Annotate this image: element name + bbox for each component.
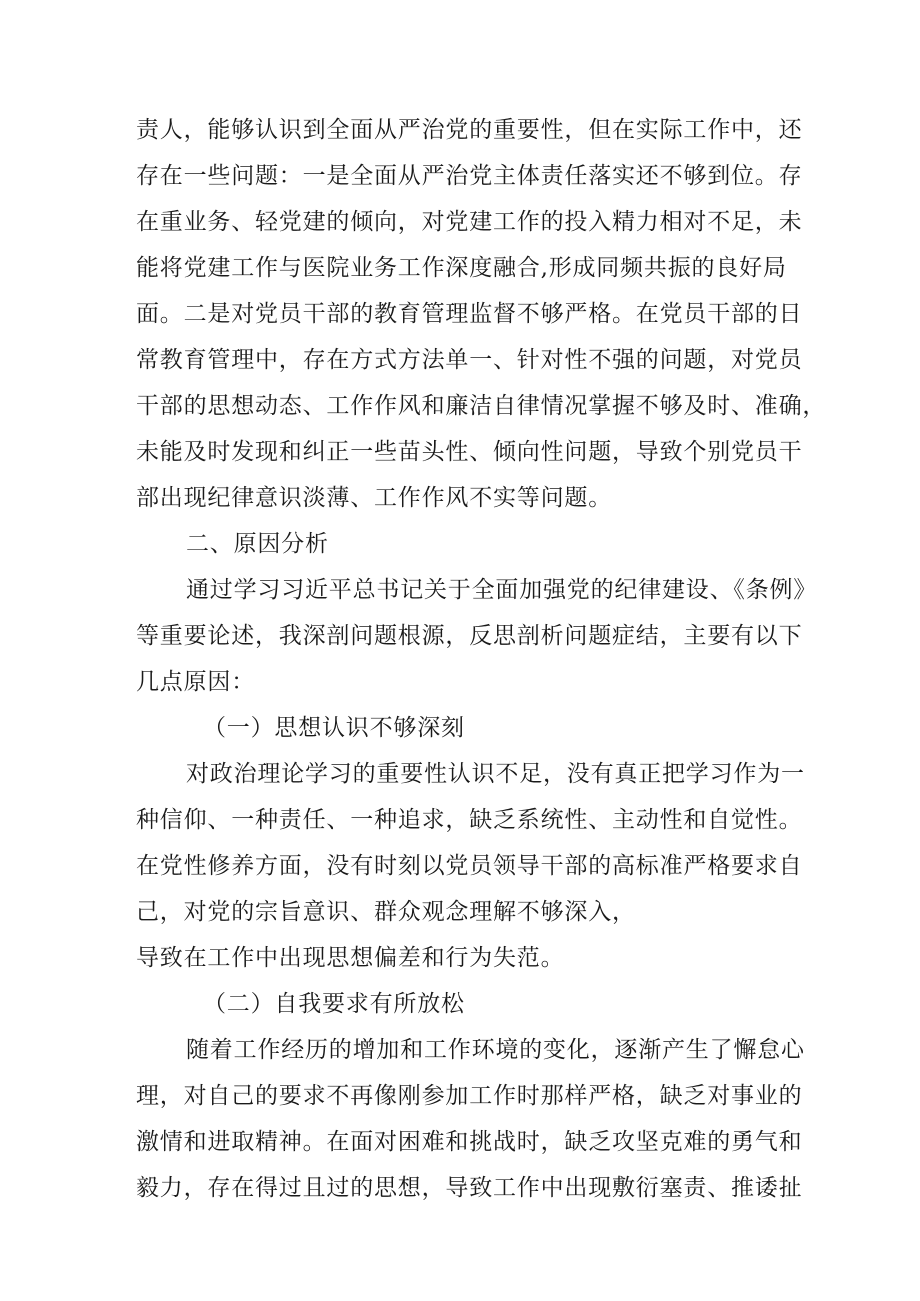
paragraph-line: 干部的思想动态、工作作风和廉洁自律情况掌握不够及时、准确， <box>136 393 827 419</box>
paragraph-line: 对政治理论学习的重要性认识不足，没有真正把学习作为一 <box>186 761 805 787</box>
paragraph-line: 部出现纪律意识淡薄、工作作风不实等问题。 <box>136 485 612 511</box>
paragraph-line: 通过学习习近平总书记关于全面加强党的纪律建设、《条例》 <box>186 577 818 603</box>
section-heading: 二、原因分析 <box>186 531 329 557</box>
paragraph-line: 毅力，存在得过且过的思想，导致工作中出现敷衍塞责、推诿扯 <box>136 1175 803 1201</box>
paragraph-line: 己，对党的宗旨意识、群众观念理解不够深入， <box>136 899 636 925</box>
paragraph-line: 未能及时发现和纠正一些苗头性、倾向性问题，导致个别党员干 <box>136 439 803 465</box>
paragraph-line: 导致在工作中出现思想偏差和行为失范。 <box>136 945 565 971</box>
paragraph-line: 常教育管理中，存在方式方法单一、针对性不强的问题，对党员 <box>136 347 803 373</box>
paragraph-line: 能将党建工作与医院业务工作深度融合,形成同频共振的良好局 <box>136 255 787 281</box>
paragraph-line: 责人，能够认识到全面从严治党的重要性，但在实际工作中，还 <box>136 117 803 143</box>
paragraph-line: 在重业务、轻党建的倾向，对党建工作的投入精力相对不足，未 <box>136 209 803 235</box>
paragraph-line: 随着工作经历的增加和工作环境的变化，逐渐产生了懈怠心 <box>186 1037 805 1063</box>
paragraph-line: 几点原因： <box>136 669 255 695</box>
paragraph-line: 等重要论述，我深剖问题根源，反思剖析问题症结，主要有以下 <box>136 623 803 649</box>
paragraph-line: 存在一些问题：一是全面从严治党主体责任落实还不够到位。存 <box>136 163 803 189</box>
paragraph-line: 种信仰、一种责任、一种追求，缺乏系统性、主动性和自觉性。 <box>136 807 803 833</box>
paragraph-line: 理，对自己的要求不再像刚参加工作时那样严格，缺乏对事业的 <box>136 1083 803 1109</box>
subsection-heading: （一）思想认识不够深刻 <box>203 715 465 741</box>
paragraph-line: 面。二是对党员干部的教育管理监督不够严格。在党员干部的日 <box>136 301 803 327</box>
paragraph-line: 在党性修养方面，没有时刻以党员领导干部的高标准严格要求自 <box>136 853 803 879</box>
subsection-heading: （二）自我要求有所放松 <box>203 991 465 1017</box>
paragraph-line: 激情和进取精神。在面对困难和挑战时，缺乏攻坚克难的勇气和 <box>136 1129 803 1155</box>
